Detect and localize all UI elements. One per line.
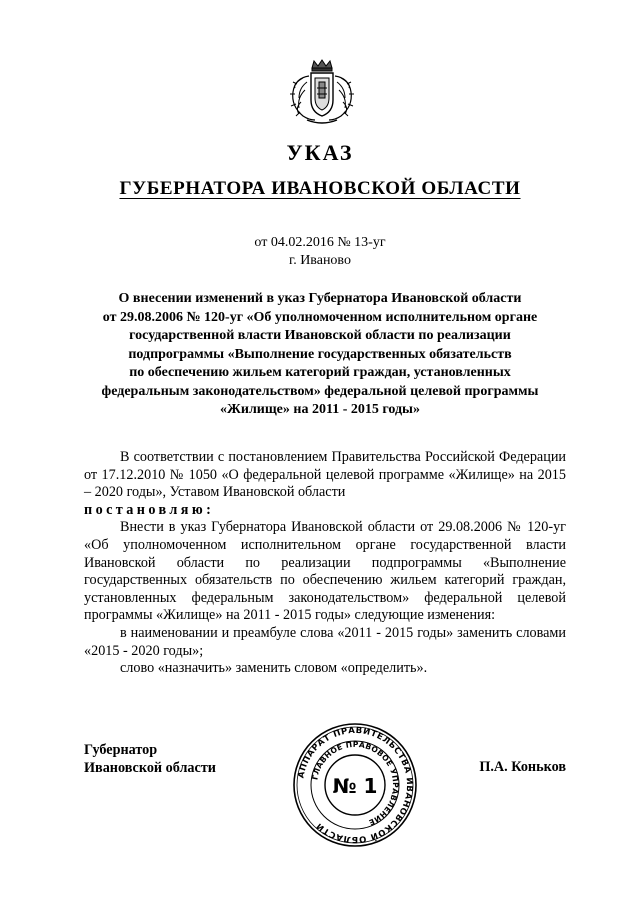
document-city: г. Иваново — [289, 253, 351, 268]
document-body — [84, 449, 566, 678]
seal-inner-text: ГЛАВНОЕ ПРАВОВОЕ УПРАВЛЕНИЕ — [310, 739, 401, 828]
issuing-authority-text: ГУБЕРНАТОРА ИВАНОВСКОЙ ОБЛАСТИ — [119, 178, 521, 199]
preamble-paragraph: В соответствии с постановлением Правительства Российской Федерации от 17.12.2010 № 1050 «О федеральной целевой программе «Жилище» на 2015 – 2020 годы», Уставом Ивановской области — [84, 449, 566, 501]
coat-of-arms-emblem — [285, 58, 359, 128]
seal-outer-text: АППАРАТ ПРАВИТЕЛЬСТВА ИВАНОВСКОЙ ОБЛАСТИ — [296, 725, 415, 845]
signatory-position — [84, 741, 216, 777]
document-type-title: УКАЗ — [286, 140, 354, 165]
main-paragraph: Внести в указ Губернатора Ивановской области от 29.08.2006 № 120-уг «Об уполномоченном исполнительном органе государственной власти Ивановской области по реализации подпрограммы «Выполнение государственных обязательств по обеспечению жильем категорий граждан, установленных федеральным законодательством» федеральной целевой программы «Жилище» на 2011 - 2015 годы» следующие изменения: — [84, 519, 566, 624]
heading-line: О внесении изменений в указ Губернатора Ивановской области — [118, 291, 522, 306]
heading-line: федеральным законодательством» федеральной целевой программы — [101, 383, 539, 399]
position-line-2: Ивановской области — [84, 760, 216, 776]
heading-line: по обеспечению жильем категорий граждан, установленных — [129, 365, 511, 380]
heading-line: от 29.08.2006 № 120-уг «Об уполномоченном исполнительном органе — [102, 309, 538, 325]
resolve-word: постановляю: — [84, 501, 215, 518]
change-item-1: в наименовании и преамбуле слова «2011 - 2015 годы» заменить словами «2015 - 2020 годы»; — [84, 624, 566, 659]
issuing-authority-title — [0, 178, 640, 200]
change-item-2: слово «назначить» заменить словом «определить». — [120, 660, 428, 677]
resolve-paragraph — [84, 502, 566, 520]
signatory-name: П.А. Коньков — [479, 759, 566, 775]
heading-line: подпрограммы «Выполнение государственных обязательств — [128, 346, 512, 362]
seal-number: № 1 — [332, 774, 378, 798]
heading-line: «Жилище» на 2011 - 2015 годы» — [220, 402, 420, 417]
position-line-1: Губернатор — [84, 742, 158, 758]
heading-line: государственной власти Ивановской области по реализации — [129, 328, 511, 343]
official-seal-stamp — [290, 720, 420, 850]
document-date-number: от 04.02.2016 № 13-уг — [254, 235, 386, 250]
document-heading — [90, 290, 550, 420]
